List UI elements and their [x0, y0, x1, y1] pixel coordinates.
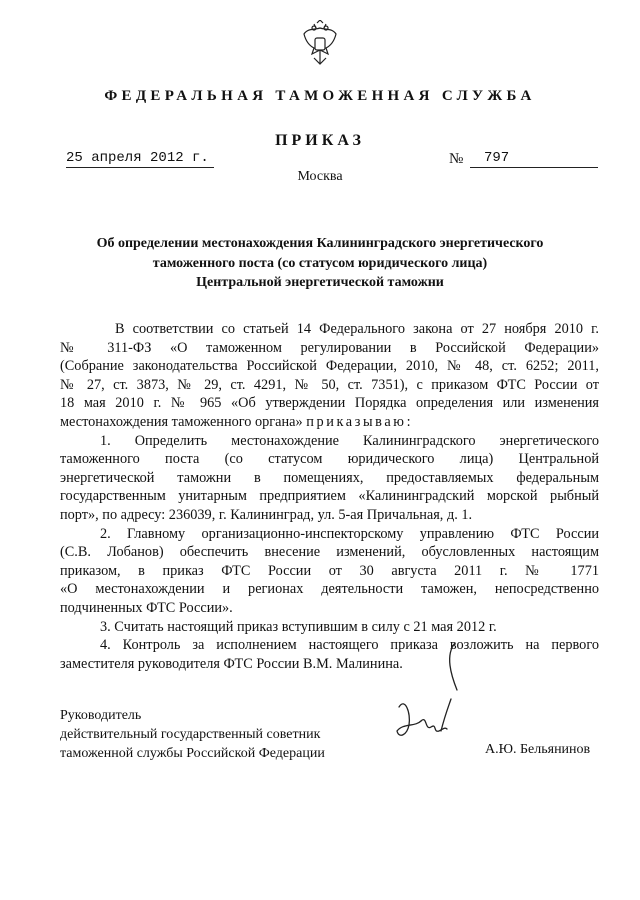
signatory-name: А.Ю. Бельянинов — [485, 742, 591, 757]
subject-line: Об определении местонахождения Калининградского энергетического — [96, 236, 544, 251]
item-2-line: (С.В. Лобанов) обеспечить внесение изменений, обусловленных настоящим — [60, 544, 599, 561]
item-1-line: 1. Определить местонахождение Калининградского энергетического — [100, 432, 599, 449]
order-date: 25 апреля 2012 г. — [66, 150, 209, 166]
handwritten-signature-icon — [385, 635, 505, 755]
signatory-title-line: Руководитель — [60, 708, 142, 723]
item-1-line: энергетической таможни в помещениях, предоставляемых федеральным — [60, 469, 599, 486]
order-subject — [60, 234, 580, 293]
item-2-line: 2. Главному организационно-инспекторскому управлению ФТС России — [100, 525, 599, 542]
item-4-line: 4. Контроль за исполнением настоящего приказа возложить на первого — [100, 637, 599, 654]
order-number: 797 — [484, 150, 510, 166]
item-4-line: заместителя руководителя ФТС России В.М. Малинина. — [60, 655, 403, 672]
signatory-title — [60, 706, 325, 763]
preamble-line: № 311-ФЗ «О таможенном регулировании в Российской Федерации» — [60, 339, 599, 356]
agency-name: ФЕДЕРАЛЬНАЯ ТАМОЖЕННАЯ СЛУЖБА — [104, 88, 536, 104]
document-type: ПРИКАЗ — [275, 132, 365, 149]
item-1-line: таможенного поста (со статусом юридического лица) Центральной — [60, 451, 599, 468]
item-3-line: 3. Считать настоящий приказ вступившим в силу с 21 мая 2012 г. — [100, 618, 497, 635]
preamble-line: 18 мая 2010 г. № 965 «Об утверждении Порядка определения или изменения — [60, 395, 599, 412]
subject-line: Центральной энергетической таможни — [196, 275, 444, 290]
order-number-label: № — [449, 151, 464, 167]
number-underline — [470, 167, 598, 168]
subject-line: таможенного поста (со статусом юридического лица) — [152, 255, 488, 271]
preamble-line: (Собрание законодательства Российской Федерации, 2010, № 48, ст. 6252; 2011, — [60, 358, 599, 375]
preamble-line — [60, 413, 599, 432]
russian-coat-of-arms-icon — [300, 20, 340, 70]
order-body — [60, 320, 599, 673]
item-2-line: приказом, в приказ ФТС России от 30 августа 2011 г. № 1771 — [60, 562, 599, 579]
preamble-line: № 27, ст. 3873, № 29, ст. 4291, № 50, ст. 7351), с приказом ФТС России от — [60, 376, 599, 393]
item-2-line: «О местонахождении и регионах деятельности таможен, непосредственно — [60, 581, 599, 598]
item-2-line: подчиненных ФТС России». — [60, 599, 233, 616]
order-word: приказываю: — [306, 413, 414, 430]
signatory-title-line: действительный государственный советник — [60, 727, 321, 742]
preamble-last-line: местонахождения таможенного органа» — [60, 413, 303, 430]
item-1-line: порт», по адресу: 236039, г. Калининград, ул. 5-ая Причальная, д. 1. — [60, 506, 473, 523]
date-underline — [66, 167, 214, 168]
signatory-title-line: таможенной службы Российской Федерации — [60, 746, 325, 761]
preamble-line: В соответствии со статьей 14 Федерального закона от 27 ноября 2010 г. — [115, 321, 599, 337]
item-1-line: государственным унитарным предприятием «Калининградский морской рыбный — [60, 488, 599, 505]
city: Москва — [297, 169, 343, 184]
